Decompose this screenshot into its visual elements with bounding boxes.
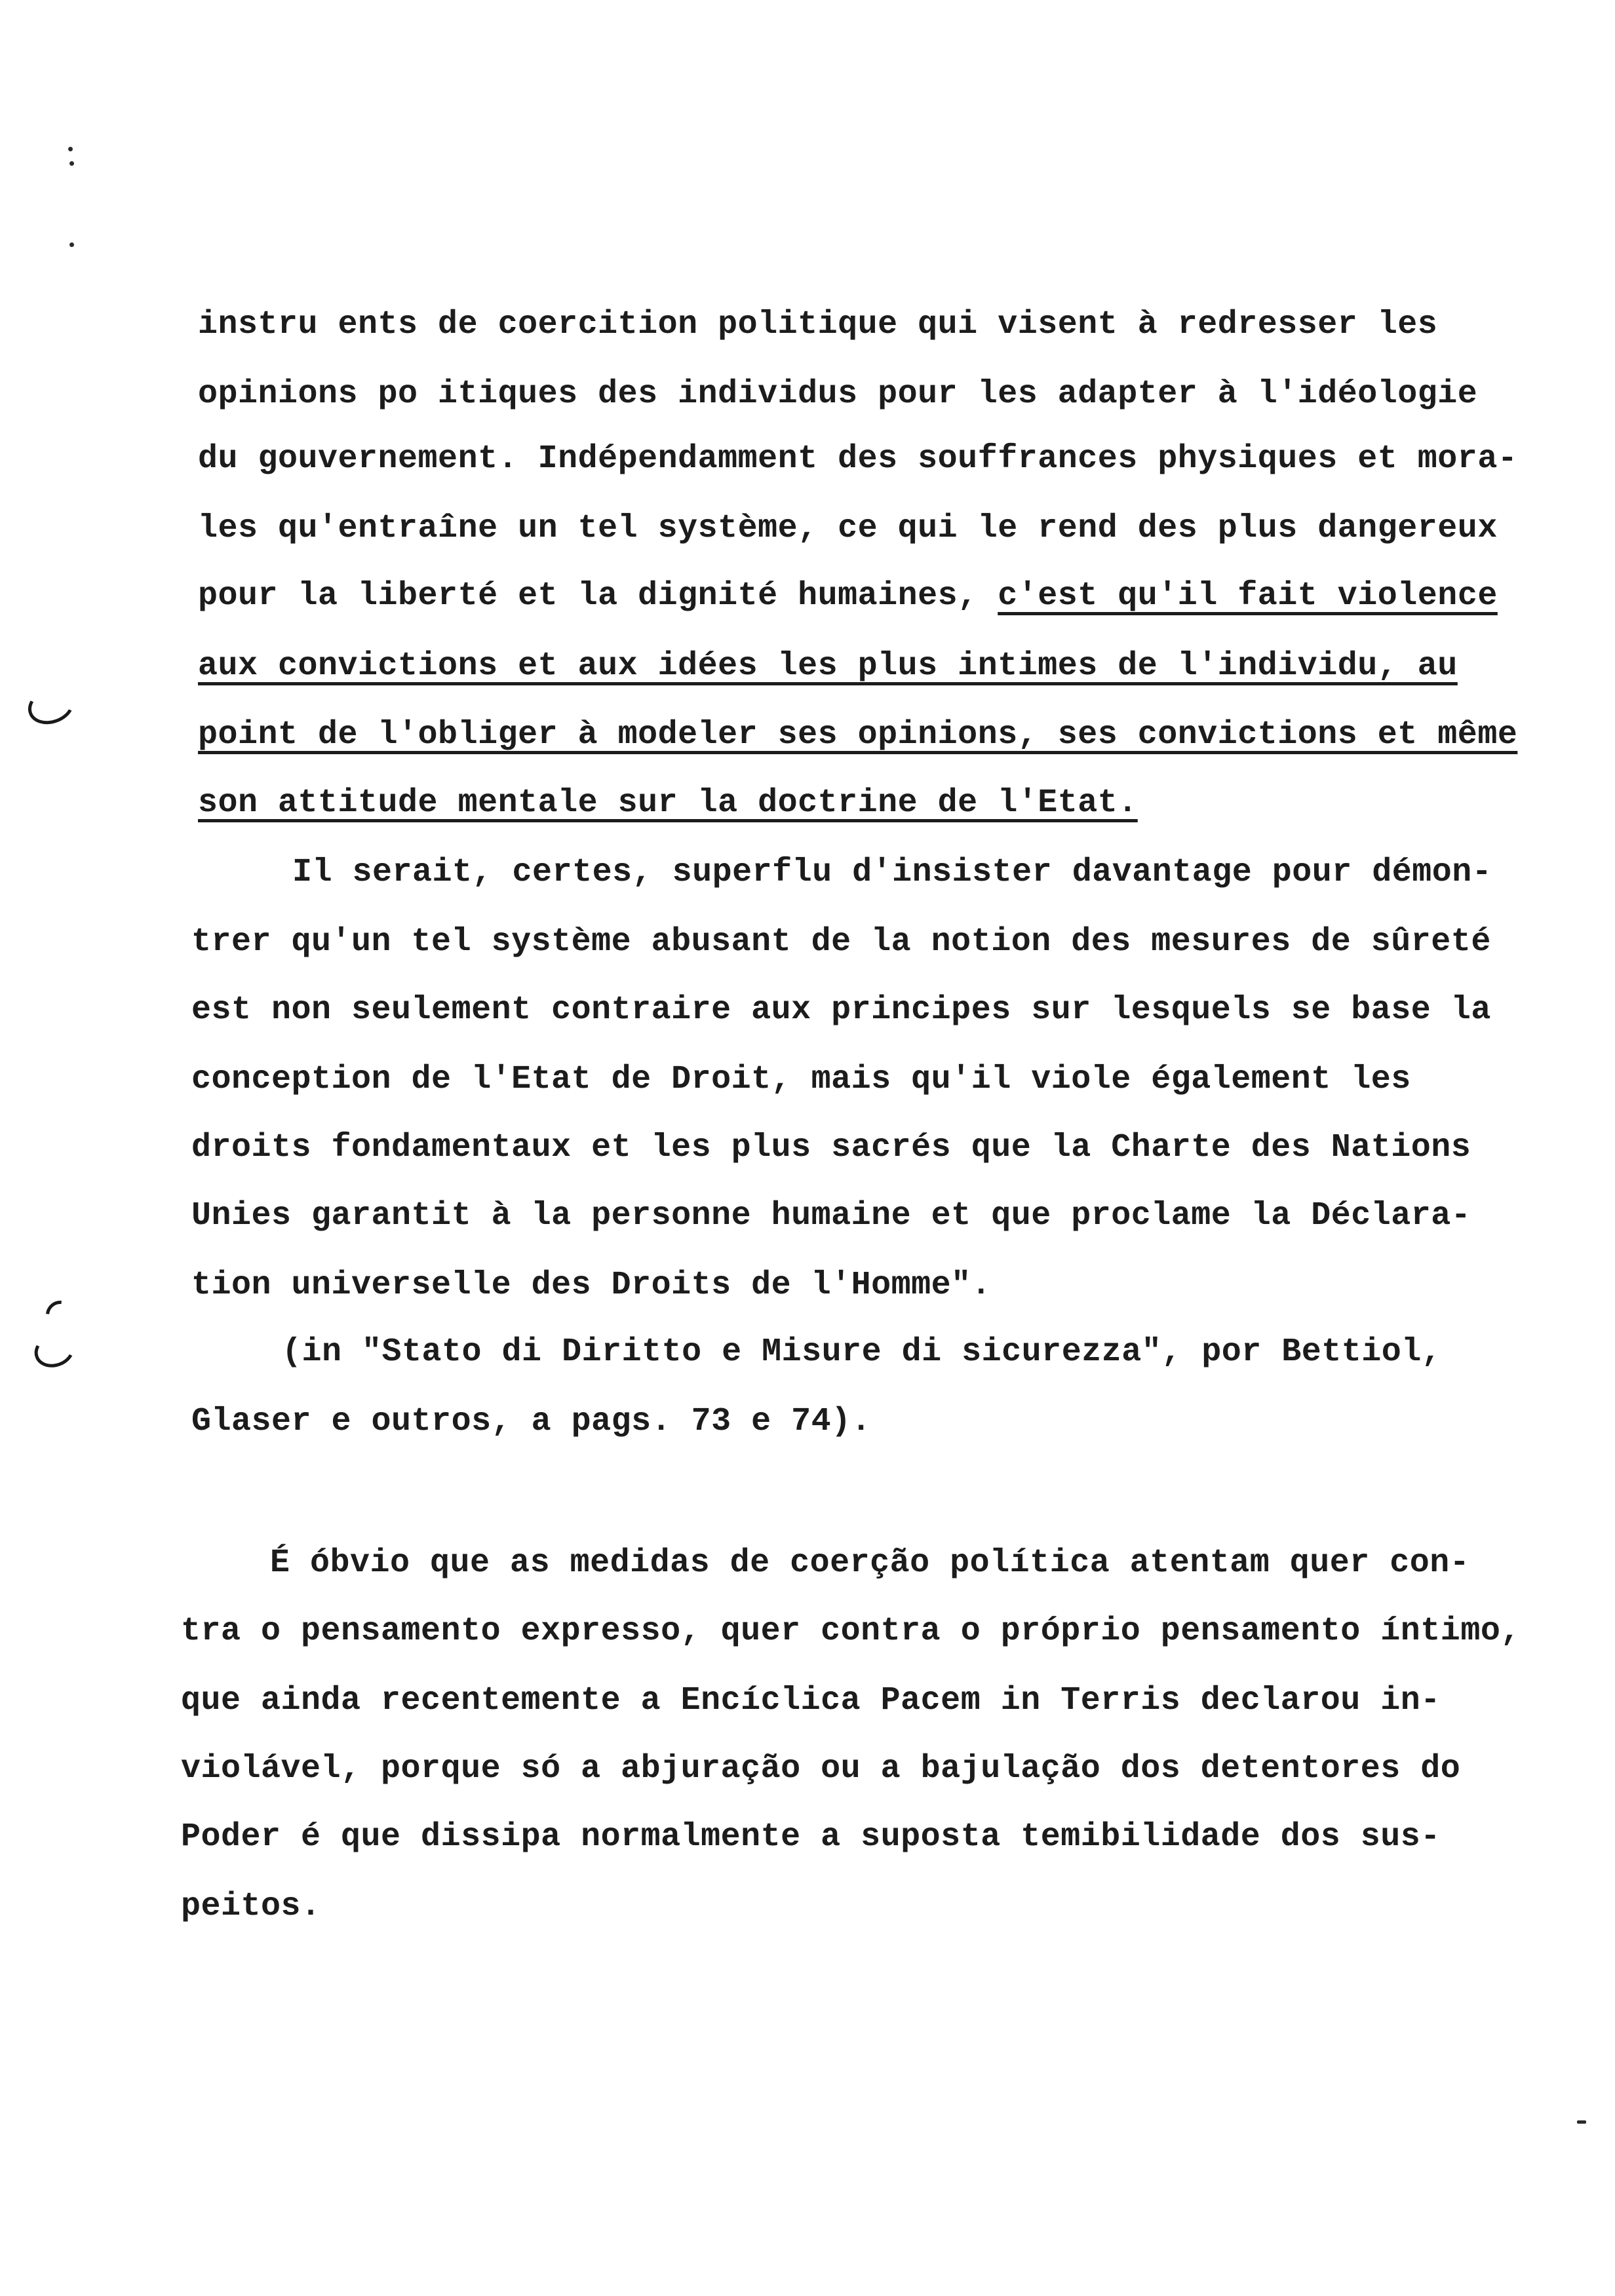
text-line: peitos. bbox=[181, 1888, 321, 1925]
text-line bbox=[198, 577, 1498, 616]
text-line: tra o pensamento expresso, quer contra o próprio pensamento íntimo, bbox=[181, 1613, 1521, 1650]
text-line: est non seulement contraire aux principes sur lesquels se base la bbox=[191, 991, 1491, 1029]
text-line: conception de l'Etat de Droit, mais qu'il viole également les bbox=[191, 1061, 1411, 1098]
text-segment: pour la liberté et la dignité humaines, bbox=[198, 577, 998, 615]
text-line: violável, porque só a abjuração ou a bajulação dos detentores do bbox=[181, 1750, 1461, 1788]
underlined-text-line: point de l'obliger à modeler ses opinions, ses convictions et même bbox=[198, 716, 1518, 754]
citation-line: Glaser e outros, a pags. 73 e 74). bbox=[191, 1403, 872, 1440]
underlined-text-line: son attitude mentale sur la doctrine de l'Etat. bbox=[198, 784, 1138, 822]
text-line: trer qu'un tel système abusant de la notion des mesures de sûreté bbox=[191, 923, 1491, 961]
text-line: Poder é que dissipa normalmente a suposta temibilidade dos sus- bbox=[181, 1818, 1441, 1856]
text-line: les qu'entraîne un tel système, ce qui le rend des plus dangereux bbox=[198, 510, 1498, 547]
text-line: du gouvernement. Indépendamment des souffrances physiques et mora- bbox=[198, 440, 1518, 478]
text-line: Unies garantit à la personne humaine et que proclame la Déclara- bbox=[191, 1197, 1471, 1234]
margin-curve-mark bbox=[40, 1295, 81, 1335]
text-line: que ainda recentemente a Encíclica Pacem in Terris declarou in- bbox=[181, 1682, 1441, 1719]
underlined-text: c'est qu'il fait violence bbox=[998, 577, 1498, 615]
margin-speck bbox=[69, 161, 74, 166]
underlined-text-line: aux convictions et aux idées les plus intimes de l'individu, au bbox=[198, 647, 1458, 685]
text-line: É óbvio que as medidas de coerção política atentam quer con- bbox=[270, 1544, 1470, 1582]
margin-speck bbox=[1577, 2120, 1586, 2124]
text-line: droits fondamentaux et les plus sacrés que la Charte des Nations bbox=[191, 1129, 1471, 1166]
text-line: tion universelle des Droits de l'Homme". bbox=[191, 1267, 992, 1304]
text-line: instru ents de coercition politique qui visent à redresser les bbox=[198, 306, 1438, 343]
margin-speck bbox=[68, 147, 73, 151]
margin-curve-mark bbox=[23, 681, 79, 730]
margin-curve-mark bbox=[29, 1328, 79, 1373]
margin-speck bbox=[69, 242, 74, 247]
citation-line: (in "Stato di Diritto e Misure di sicurezza", por Bettiol, bbox=[282, 1333, 1442, 1371]
text-line: opinions po itiques des individus pour les adapter à l'idéologie bbox=[198, 375, 1478, 413]
text-line: Il serait, certes, superflu d'insister davantage pour démon- bbox=[292, 854, 1492, 891]
